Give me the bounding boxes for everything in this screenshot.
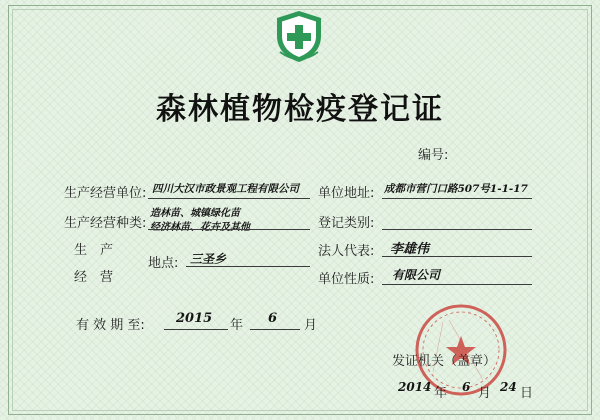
validity-year-underline — [164, 329, 228, 330]
validity-month-underline — [250, 329, 300, 330]
green-cross-shield-icon — [271, 8, 327, 64]
issue-date-month-unit: 月 — [478, 386, 492, 401]
unit-type-value: 有限公司 — [392, 268, 441, 282]
place-underline — [186, 266, 310, 267]
issue-date-day-unit: 日 — [520, 386, 534, 401]
issue-date-day: 24 — [500, 380, 517, 394]
type-value-line2: 经济林苗、花卉及其他 — [150, 222, 250, 233]
validity-label: 有 效 期 至: — [76, 318, 145, 333]
unit-type-underline — [382, 284, 532, 285]
issue-date-month: 6 — [462, 380, 471, 394]
reg-category-underline — [382, 229, 532, 230]
address-label: 单位地址: — [318, 186, 375, 201]
type-label: 生产经营种类: — [64, 216, 147, 231]
legal-label: 法人代表: — [318, 244, 375, 259]
validity-year-unit: 年 — [230, 318, 244, 333]
place-label-b: 经 营 — [74, 270, 114, 285]
place-value: 三圣乡 — [190, 252, 227, 266]
issuer-label: 发证机关（盖章） — [392, 354, 497, 369]
validity-month: 6 — [268, 311, 278, 326]
unit-value: 四川大汉市政景观工程有限公司 — [152, 183, 299, 195]
number-label: 编号: — [418, 148, 449, 163]
type-value-line1: 造林苗、城镇绿化苗 — [150, 208, 240, 219]
reg-category-label: 登记类别: — [318, 216, 375, 231]
legal-underline — [382, 256, 532, 257]
address-underline — [382, 198, 532, 199]
unit-label: 生产经营单位: — [64, 186, 147, 201]
issue-date-year: 2014 — [398, 380, 432, 394]
place-label-c: 地点: — [148, 256, 179, 271]
type-underline — [148, 229, 310, 230]
unit-underline — [148, 198, 310, 199]
certificate-title: 森林植物检疫登记证 — [156, 92, 444, 127]
address-value: 成都市营门口路507号1-1-17 — [384, 183, 528, 195]
validity-year: 2015 — [176, 311, 213, 326]
unit-type-label: 单位性质: — [318, 272, 375, 287]
place-label-a: 生 产 — [74, 243, 114, 258]
legal-value: 李雄伟 — [390, 242, 430, 257]
issue-date-year-unit: 年 — [434, 386, 448, 401]
validity-month-unit: 月 — [304, 318, 318, 333]
